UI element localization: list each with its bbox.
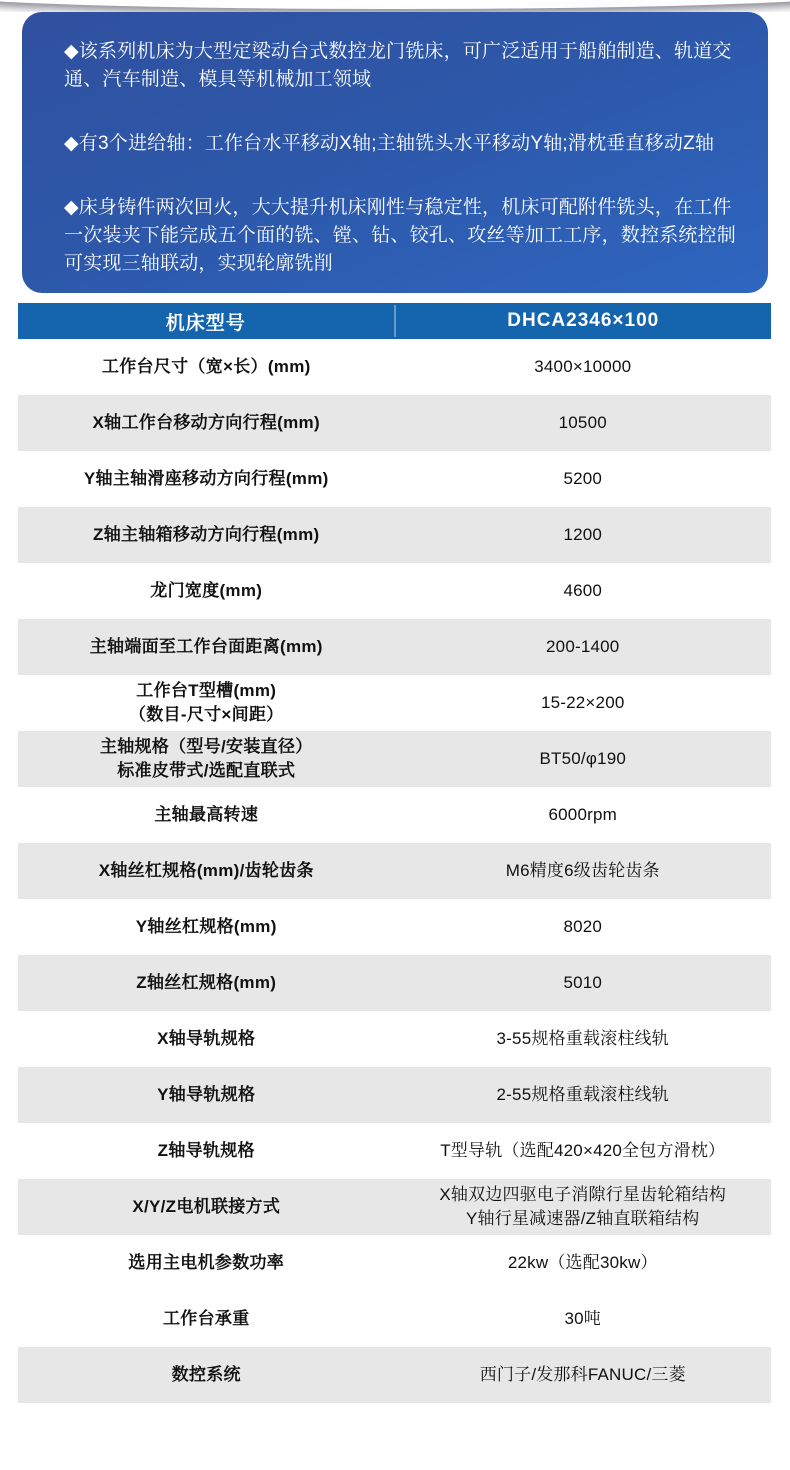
spec-name [18,731,395,787]
text-line: 主轴端面至工作台面距离(mm) [89,637,323,656]
text-line: ◆床身铸件两次回火，大大提升机床刚性与稳定性，机床可配附件铣头，在工件 [64,197,732,218]
text-line: ◆有3个进给轴：工作台水平移动X轴;主轴铣头水平移动Y轴;滑枕垂直移动Z轴 [64,133,715,154]
text-line: 200-1400 [546,637,620,656]
text-line: 工作台T型槽(mm) [136,681,277,700]
text-line: 西门子/发那科FANUC/三菱 [479,1365,686,1384]
spec-name [18,955,395,1011]
table-row [18,339,771,395]
text-line: Z轴导轨规格 [157,1141,255,1160]
table-row [18,451,771,507]
spec-name [18,563,395,619]
text-line: 主轴规格（型号/安装直径） [99,737,313,756]
text-line: 数控系统 [171,1365,241,1384]
spec-value [395,731,772,787]
spec-name [18,1123,395,1179]
text-line: （数目-尺寸×间距） [128,705,284,724]
text-line: X轴丝杠规格(mm)/齿轮齿条 [98,861,314,880]
text-line: X轴工作台移动方向行程(mm) [92,413,320,432]
text-line: 龙门宽度(mm) [150,581,263,600]
text-line: 选用主电机参数功率 [128,1253,285,1272]
spec-name [18,843,395,899]
spec-name [18,1291,395,1347]
top-curve-decoration [0,0,790,12]
table-row [18,1123,771,1179]
spec-value [395,619,772,675]
spec-value [395,1011,772,1067]
intro-bullet-1 [64,38,734,94]
table-row [18,955,771,1011]
spec-value [395,1123,772,1179]
spec-value [395,1235,772,1291]
table-body [18,339,771,1403]
table-row [18,731,771,787]
text-line: X轴双边四驱电子消隙行星齿轮箱结构 [439,1185,727,1204]
spec-value [395,507,772,563]
table-row [18,395,771,451]
text-line: Y轴行星减速器/Z轴直联箱结构 [466,1209,700,1228]
spec-value [395,1067,772,1123]
text-line: 工作台承重 [163,1309,250,1328]
spec-name [18,1347,395,1403]
table-row [18,675,771,731]
text-line: 主轴最高转速 [154,805,259,824]
spec-value [395,1347,772,1403]
text-line: 3-55规格重载滚柱线轨 [496,1029,669,1048]
spec-name [18,1179,395,1235]
table-row [18,787,771,843]
text-line: 22kw（选配30kw） [507,1253,658,1272]
text-line: 8020 [563,917,603,936]
table-row [18,1235,771,1291]
table-row [18,563,771,619]
table-row [18,1067,771,1123]
spec-value [395,1291,772,1347]
spec-table [18,303,771,1403]
table-row [18,1179,771,1235]
spec-value [395,339,772,395]
table-row [18,899,771,955]
text-line: 10500 [558,413,607,432]
text-line: BT50/φ190 [539,749,627,768]
intro-bullet-2 [64,130,734,158]
text-line: 15-22×200 [540,693,625,712]
intro-panel [22,12,768,293]
spec-value [395,451,772,507]
spec-name [18,787,395,843]
text-line: 可实现三轴联动，实现轮廓铣削 [64,253,333,274]
text-line: Y轴丝杠规格(mm) [135,917,277,936]
spec-name [18,619,395,675]
text-line: 3400×10000 [534,357,632,376]
table-row [18,1011,771,1067]
spec-name [18,899,395,955]
text-line: M6精度6级齿轮齿条 [505,861,660,880]
text-line: 标准皮带式/选配直联式 [117,761,296,780]
text-line: 6000rpm [548,805,617,824]
text-line: 30吨 [564,1309,601,1328]
spec-value [395,843,772,899]
table-row [18,619,771,675]
spec-value [395,1179,772,1235]
spec-name [18,1067,395,1123]
table-row [18,507,771,563]
spec-value [395,395,772,451]
table-header-row [18,303,771,339]
text-line: 5200 [563,469,603,488]
spec-value [395,899,772,955]
text-line: Z轴丝杠规格(mm) [136,973,277,992]
text-line: X轴导轨规格 [157,1029,256,1048]
spec-name [18,507,395,563]
spec-value [395,675,772,731]
text-line: 1200 [563,525,603,544]
text-line: Z轴主轴箱移动方向行程(mm) [93,525,320,544]
table-row [18,1347,771,1403]
text-line: 工作台尺寸（宽×长）(mm) [101,357,311,376]
text-line: 一次装夹下能完成五个面的铣、镗、钻、铰孔、攻丝等加工工序，数控系统控制 [64,225,737,246]
spec-name [18,339,395,395]
text-line: 4600 [563,581,603,600]
spec-name [18,395,395,451]
spec-name [18,675,395,731]
text-line: Y轴导轨规格 [157,1085,256,1104]
table-header-model-label: 机床型号 [165,312,246,334]
spec-name [18,451,395,507]
text-line: Y轴主轴滑座移动方向行程(mm) [83,469,329,488]
table-header-model-value: DHCA2346×100 [507,310,660,331]
text-line: T型导轨（选配420×420全包方滑枕） [440,1141,726,1160]
text-line: 5010 [563,973,603,992]
text-line: ◆该系列机床为大型定梁动台式数控龙门铣床，可广泛适用于船舶制造、轨道交 [64,41,732,62]
table-row [18,843,771,899]
spec-name [18,1011,395,1067]
text-line: 2-55规格重载滚柱线轨 [496,1085,669,1104]
spec-name [18,1235,395,1291]
spec-value [395,787,772,843]
spec-value [395,955,772,1011]
table-row [18,1291,771,1347]
text-line: X/Y/Z电机联接方式 [132,1197,281,1216]
spec-value [395,563,772,619]
text-line: 通、汽车制造、模具等机械加工领域 [64,69,372,90]
intro-bullet-3 [64,194,737,278]
